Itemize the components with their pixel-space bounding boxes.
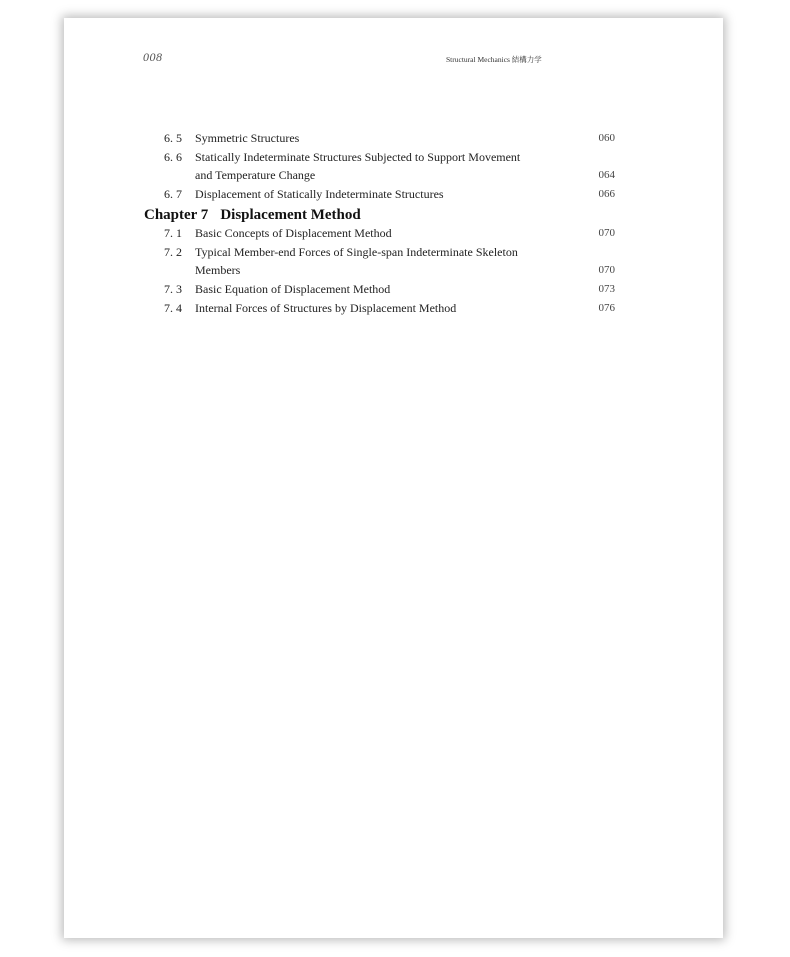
toc-entry-number: 7. 2 (164, 245, 182, 259)
toc-entry-number: 7. 1 (164, 226, 182, 240)
toc-entry-number: 6. 6 (164, 150, 182, 164)
toc-entry-page: 073 (598, 283, 615, 295)
toc-entry-title[interactable]: Displacement of Statically Indeterminate Structures (195, 187, 444, 201)
toc-entry-number: 7. 3 (164, 282, 182, 296)
toc-entry-title[interactable]: Typical Member-end Forces of Single-span Indeterminate Skeleton (195, 245, 518, 259)
chapter-heading[interactable] (144, 206, 361, 224)
toc-entry-title[interactable]: Basic Equation of Displacement Method (195, 282, 391, 296)
document-page (64, 18, 723, 938)
chapter-title: Displacement Method (220, 207, 361, 223)
toc-entry-title[interactable]: Internal Forces of Structures by Displacement Method (195, 301, 457, 315)
chapter-label: Chapter 7 (144, 207, 209, 223)
toc-entry-title[interactable]: Statically Indeterminate Structures Subjected to Support Movement (195, 150, 521, 164)
toc-entry-number: 6. 7 (164, 187, 182, 201)
toc-entry-title-continuation[interactable]: Members (195, 263, 241, 277)
toc-entry-page: 064 (598, 169, 615, 181)
toc-entry-page: 070 (598, 227, 615, 239)
toc-entry-page: 066 (598, 188, 615, 200)
toc-entry-page: 070 (598, 264, 615, 276)
toc-entry-title-continuation[interactable]: and Temperature Change (195, 168, 316, 182)
toc-entry-number: 7. 4 (164, 301, 182, 315)
toc-entry-title[interactable]: Basic Concepts of Displacement Method (195, 226, 392, 240)
page-number: 008 (143, 50, 163, 64)
toc-entry-page: 076 (598, 302, 615, 314)
toc-entry-title[interactable]: Symmetric Structures (195, 131, 300, 145)
toc-entry-page: 060 (598, 132, 615, 144)
running-head: Structural Mechanics 結構力学 (446, 55, 542, 64)
toc-entry-number: 6. 5 (164, 131, 182, 145)
